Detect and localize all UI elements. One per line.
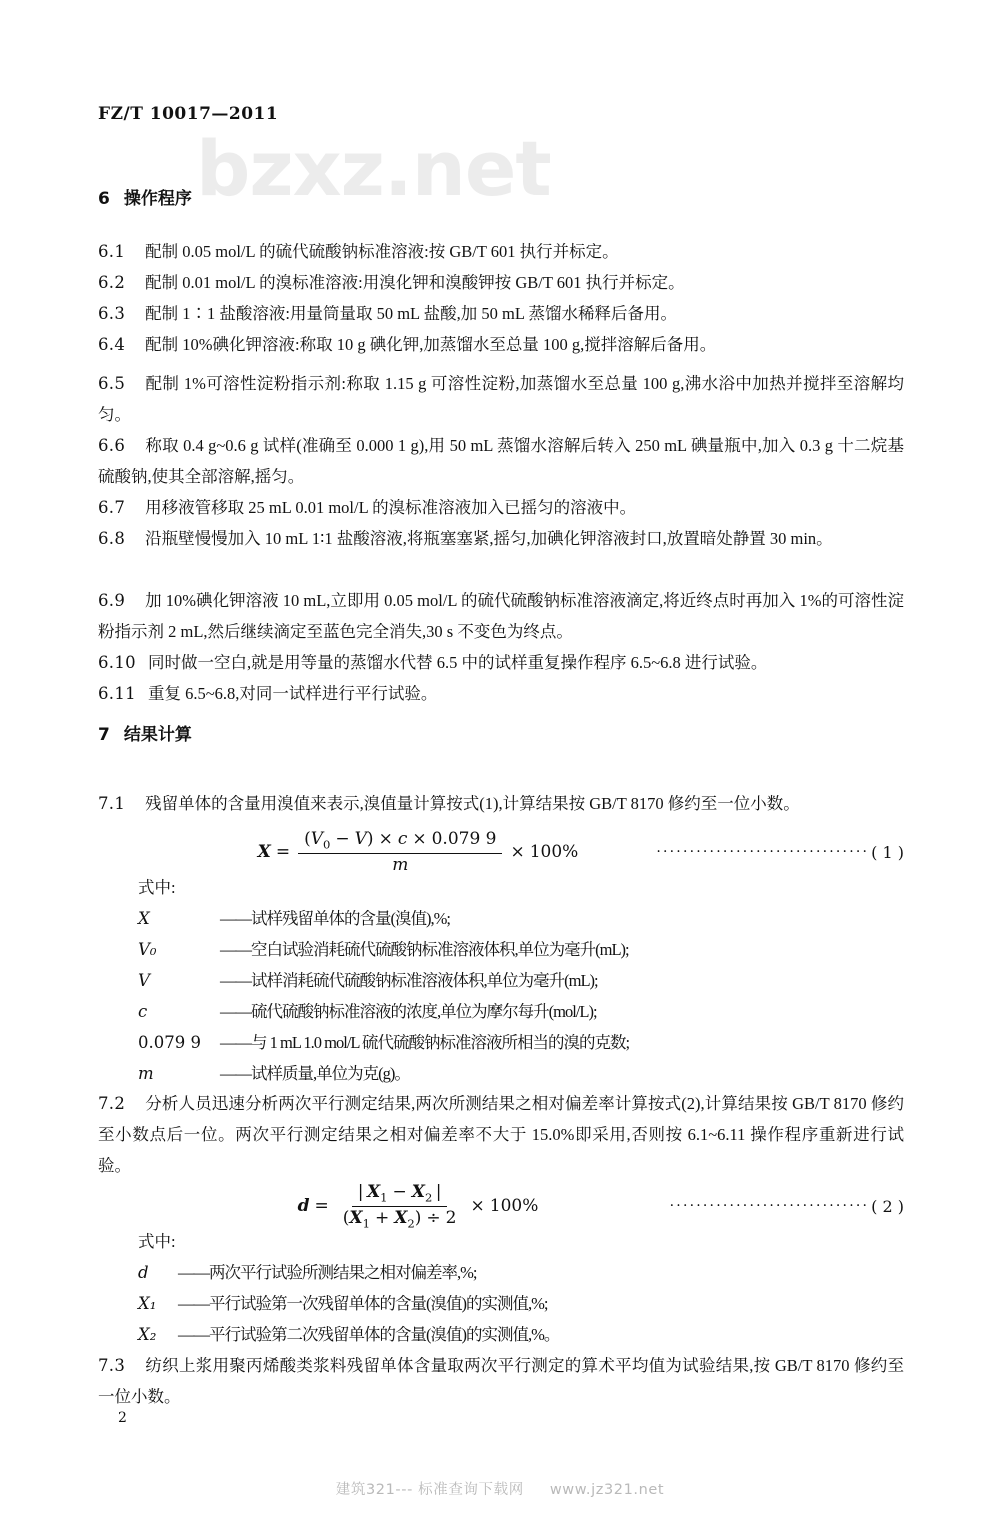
formula-2-numerator: | $X_1 - X_2$ | [352,1182,448,1206]
formula-1-fraction [298,829,502,874]
definition-desc: ——与 1 mL 1.0 mol/L 硫代硫酸钠标准溶液所相当的溴的克数; [220,1033,630,1052]
formula-1-denominator: m [392,854,409,875]
page-number: 2 [118,1410,127,1426]
definition-symbol: 0.079 9 [138,1033,201,1052]
formula-2-number-group [670,1178,904,1234]
clause-6-4-text: 配制 10%碘化钾溶液:称取 10 g 碘化钾,加蒸馏水至总量 100 g,搅拌溶解后备用。 [145,335,717,354]
clause-7-2 [98,1088,904,1181]
footer-watermark [0,1478,1000,1499]
clause-6-10-label: 6.10 [98,653,136,672]
definition-item [138,903,629,934]
running-head: FZ/T 10017—2011 [98,104,279,124]
clause-6-1-label: 6.1 [98,242,126,261]
section-heading-6 [98,184,192,209]
clause-6-6-label: 6.6 [98,436,126,455]
definition-desc: ——两次平行试验所测结果之相对偏差率,%; [178,1263,477,1282]
clause-6-5 [98,368,904,430]
clause-6-11 [98,678,904,709]
definition-desc: ——试样残留单体的含量(溴值),%; [220,909,450,928]
definition-item [138,1319,559,1350]
clause-7-3-label: 7.3 [98,1356,126,1375]
watermark-bzxz: bzxz.net [196,124,551,213]
definition-symbol: X₁ [138,1294,157,1313]
definition-item [138,1058,629,1089]
definition-desc: ——平行试验第一次残留单体的含量(溴值)的实测值,%; [178,1294,548,1313]
definition-item [138,1288,559,1319]
clause-6-7-text: 用移液管移取 25 mL 0.01 mol/L 的溴标准溶液加入已摇匀的溶液中。 [145,498,637,517]
clause-6-4 [98,329,904,360]
formula-2-fraction [337,1182,463,1230]
formula-1-leader: ································ [656,844,870,860]
definition-symbol: d [138,1263,149,1282]
formula-1-row [98,824,904,880]
formula-1-equals: = [275,842,291,862]
formula-2-number: ( 2 ) [871,1196,904,1216]
definition-item [138,934,629,965]
clause-6-2-text: 配制 0.01 mol/L 的溴标准溶液:用溴化钾和溴酸钾按 GB/T 601 执行并标定。 [145,273,685,292]
formula-1-lhs: X [257,842,271,862]
clause-6-1 [98,236,904,267]
where-label-2: 式中: [138,1232,176,1251]
definition-item [138,1027,629,1058]
definition-desc: ——空白试验消耗硫代硫酸钠标准溶液体积,单位为毫升(mL); [220,940,629,959]
section-7-number: 7 [98,725,110,745]
clause-6-8 [98,523,904,554]
formula-1-number-group [656,824,904,880]
formula-2: d = $\frac{| X_1 - X_2 |}{(X_1 + X_2) \div 2}$ × 100% [297,1182,539,1230]
clause-7-2-label: 7.2 [98,1094,126,1113]
formula-2-equals: = [314,1196,329,1216]
clause-6-6-text: 称取 0.4 g~0.6 g 试样(准确至 0.000 1 g),用 50 mL 蒸馏水溶解后转入 250 mL 碘量瓶中,加入 0.3 g 十二烷基硫酸钠,使其全部溶解,摇匀。 [98,436,904,486]
clause-6-9-text: 加 10%碘化钾溶液 10 mL,立即用 0.05 mol/L 的硫代硫酸钠标准溶液滴定,将近终点时再加入 1%的可溶性淀粉指示剂 2 mL,然后继续滴定至蓝色完全消失,30 s 不变色为终点。 [98,591,904,641]
definition-list-2 [138,1257,559,1350]
clause-6-5-text: 配制 1%可溶性淀粉指示剂:称取 1.15 g 可溶性淀粉,加蒸馏水至总量 100 g,沸水浴中加热并搅拌至溶解均匀。 [98,374,904,424]
formula-2-denominator: $(X_1 + X_2) \div 2$ [342,1207,457,1230]
clause-6-8-text: 沿瓶壁慢慢加入 10 mL 1∶1 盐酸溶液,将瓶塞塞紧,摇匀,加碘化钾溶液封口,放置暗处静置 30 min。 [145,529,833,548]
clause-7-1-label: 7.1 [98,794,126,813]
clause-6-10 [98,647,904,678]
clause-6-3-label: 6.3 [98,304,126,323]
clause-6-2-label: 6.2 [98,273,126,292]
clause-6-7-label: 6.7 [98,498,126,517]
definition-item [138,1257,559,1288]
definition-symbol: X [138,909,150,928]
formula-1-tail: 100% [529,842,579,862]
clause-7-3 [98,1350,904,1412]
definition-symbol: V₀ [138,940,157,959]
definition-symbol: c [138,1002,148,1021]
footer-site-name: 建筑321--- 标准查询下载网 [335,1482,524,1498]
clause-6-11-text: 重复 6.5~6.8,对同一试样进行平行试验。 [147,684,438,703]
definition-desc: ——试样消耗硫代硫酸钠标准溶液体积,单位为毫升(mL); [220,971,598,990]
definition-symbol: V [138,971,150,990]
clause-6-7 [98,492,904,523]
where-label-1: 式中: [138,878,176,897]
definition-desc: ——硫代硫酸钠标准溶液的浓度,单位为摩尔每升(mol/L); [220,1002,597,1021]
formula-2-leader: ······························ [669,1198,870,1214]
definition-item [138,965,629,996]
definition-item [138,996,629,1027]
definition-desc: ——平行试验第二次残留单体的含量(溴值)的实测值,%。 [178,1325,560,1344]
definition-symbol: m [138,1064,154,1083]
definition-symbol: X₂ [138,1325,157,1344]
formula-2-lhs: d [297,1196,310,1216]
footer-url: www.jz321.net [549,1482,665,1498]
clause-6-10-text: 同时做一空白,就是用等量的蒸馏水代替 6.5 中的试样重复操作程序 6.5~6.8 进行试验。 [147,653,768,672]
section-6-title: 操作程序 [123,189,192,209]
formula-1: X = $\frac{(V_0 - V) \times c \times 0.079 9}{m}$ × 100% [257,829,579,875]
clause-6-8-label: 6.8 [98,529,126,548]
formula-2-tail: 100% [489,1196,539,1216]
clause-6-3 [98,298,904,329]
clause-6-4-label: 6.4 [98,335,126,354]
clause-7-2-text: 分析人员迅速分析两次平行测定结果,两次所测结果之相对偏差率计算按式(2),计算结果按 GB/T 8170 修约至小数点后一位。两次平行测定结果之相对偏差率不大于 15.0%即采用,否则按 6.1~6.11 操作程序重新进行试验。 [98,1094,904,1175]
clause-6-9 [98,585,904,647]
clause-7-3-text: 纺织上浆用聚丙烯酸类浆料残留单体含量取两次平行测定的算术平均值为试验结果,按 GB/T 8170 修约至一位小数。 [98,1356,904,1406]
section-7-title: 结果计算 [123,725,192,745]
clause-6-11-label: 6.11 [98,684,136,703]
clause-6-6 [98,430,904,492]
formula-1-numerator: $(V_0 - V) \times c \times 0.079$ 9 [298,829,502,853]
formula-2-row [98,1178,904,1234]
section-6-number: 6 [98,189,110,209]
clause-6-5-label: 6.5 [98,374,126,393]
definition-desc: ——试样质量,单位为克(g)。 [220,1064,410,1083]
definition-list-1 [138,903,629,1089]
clause-7-1-text: 残留单体的含量用溴值来表示,溴值量计算按式(1),计算结果按 GB/T 8170 修约至一位小数。 [145,794,800,813]
clause-6-2 [98,267,904,298]
clause-6-3-text: 配制 1∶1 盐酸溶液:用量筒量取 50 mL 盐酸,加 50 mL 蒸馏水稀释后备用。 [145,304,677,323]
formula-1-number: ( 1 ) [871,842,904,862]
clause-6-9-label: 6.9 [98,591,126,610]
section-heading-7 [98,720,192,745]
clause-6-1-text: 配制 0.05 mol/L 的硫代硫酸钠标准溶液:按 GB/T 601 执行并标定。 [145,242,619,261]
clause-7-1 [98,788,904,819]
